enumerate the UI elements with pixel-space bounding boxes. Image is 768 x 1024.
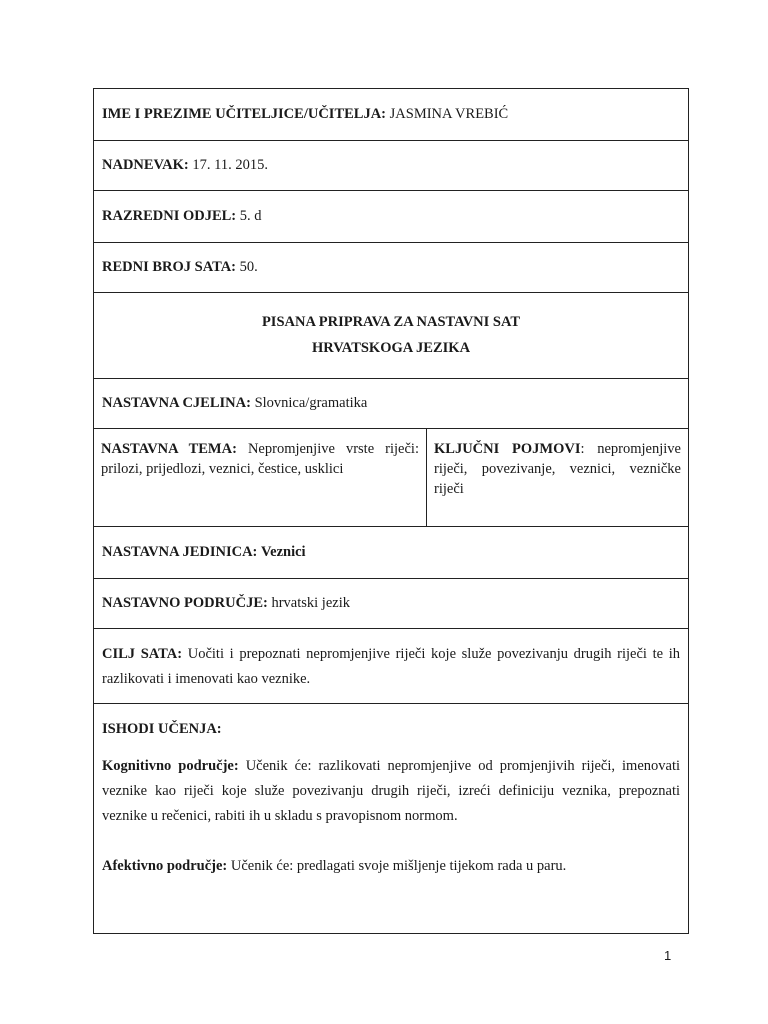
outcomes-heading: ISHODI UČENJA:	[102, 721, 222, 737]
area-label: NASTAVNO PODRUČJE:	[102, 595, 268, 611]
affective-paragraph	[102, 854, 680, 879]
teacher-row	[94, 89, 688, 141]
page-number: 1	[664, 948, 672, 963]
lesson-number-row	[94, 243, 688, 293]
goal-text	[102, 642, 680, 692]
outcomes-row	[94, 704, 688, 933]
area-row	[94, 579, 688, 629]
key-concepts-value: : nepromjenjive riječi, povezivanje, veznici, vezničke riječi	[434, 441, 681, 497]
lesson-plan-form	[93, 88, 689, 934]
key-concepts-label: KLJUČNI POJMOVI	[434, 441, 581, 457]
goal-row	[94, 629, 688, 704]
goal-label: CILJ SATA:	[102, 646, 183, 662]
lesson-unit-row	[94, 527, 688, 579]
cognitive-paragraph	[102, 754, 680, 829]
lesson-number-label: REDNI BROJ SATA:	[102, 259, 237, 275]
class-row	[94, 191, 688, 243]
title-line-1: PISANA PRIPRAVA ZA NASTAVNI SAT	[261, 314, 521, 330]
unit-value: Slovnica/gramatika	[254, 395, 368, 411]
goal-value: Uočiti i prepoznati nepromjenjive riječi koje služe povezivanju drugih riječi te ih razlikovati i imenovati kao veznike.	[102, 646, 681, 687]
lesson-number-value: 50.	[239, 259, 258, 275]
topic-value: Nepromjenjive vrste riječi: prilozi, prijedlozi, veznici, čestice, usklici	[101, 441, 419, 477]
class-value: 5. d	[239, 208, 262, 224]
cognitive-text: Učenik će: razlikovati nepromjenjive od promjenjivih riječi, imenovati veznike kao riječi koje služe povezivanju drugih riječi, izreći definiciju veznika, prepoznati veznike u rečenici, rabiti ih u skladu s pravopisnom normom.	[102, 758, 681, 824]
key-concepts-cell	[427, 429, 688, 526]
teacher-label: IME I PREZIME UČITELJICE/UČITELJA:	[102, 106, 387, 122]
date-label: NADNEVAK:	[102, 157, 189, 173]
lesson-unit-value: Veznici	[261, 544, 306, 560]
topic-row	[94, 429, 688, 527]
unit-label: NASTAVNA CJELINA:	[102, 395, 251, 411]
class-label: RAZREDNI ODJEL:	[102, 208, 237, 224]
affective-label: Afektivno područje:	[102, 858, 228, 874]
area-value: hrvatski jezik	[271, 595, 350, 611]
date-row	[94, 141, 688, 191]
teacher-value: JASMINA VREBIĆ	[389, 106, 509, 122]
title-row	[94, 293, 688, 379]
lesson-unit-label: NASTAVNA JEDINICA:	[102, 544, 258, 560]
unit-row	[94, 379, 688, 429]
topic-label: NASTAVNA TEMA:	[101, 441, 237, 457]
cognitive-label: Kognitivno područje:	[102, 758, 239, 774]
topic-cell	[94, 429, 427, 526]
title-line-2: HRVATSKOGA JEZIKA	[311, 340, 471, 356]
date-value: 17. 11. 2015.	[192, 157, 268, 173]
affective-text: Učenik će: predlagati svoje mišljenje tijekom rada u paru.	[230, 858, 567, 874]
